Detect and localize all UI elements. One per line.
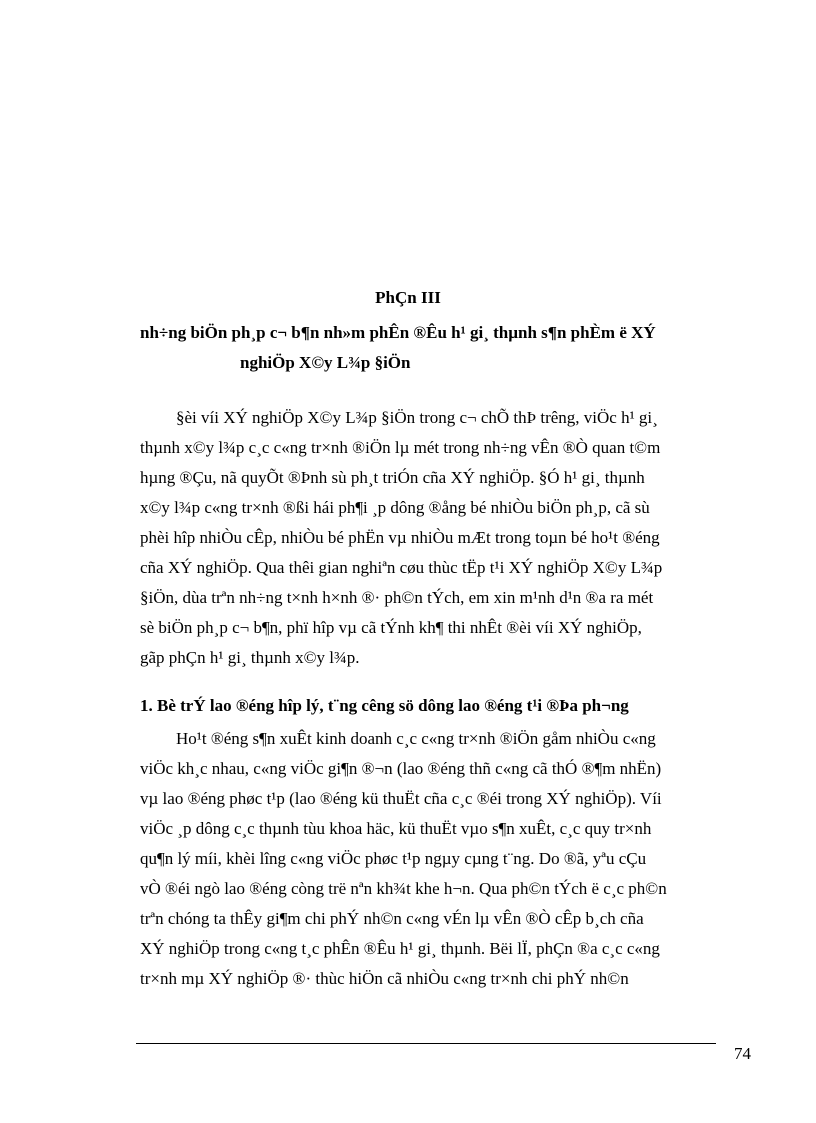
page-number: 74 [734,1044,751,1063]
text-line: tr×nh mµ XÝ nghiÖp ®· thùc hiÖn cã nhiÒu c«ng tr×nh chi phÝ nh©n [140,969,629,988]
text-line: vµ lao ®éng phøc t¹p (lao ®éng kü thuËt cña c¸c ®éi trong XÝ nghiÖp). Víi [140,789,662,808]
text-line: sè biÖn ph¸p c¬ b¶n, phï hîp vµ cã tÝnh kh¶ thi nhÊt ®èi víi XÝ nghiÖp, [140,618,642,637]
chapter-title-line: nh÷ng biÖn ph¸p c¬ b¶n nh»m phÊn ®Êu h¹ gi¸ thµnh s¶n phÈm ë XÝ [140,323,656,342]
text-line: vÒ ®éi ngò lao ®éng còng trë nªn kh¾t khe h¬n. Qua ph©n tÝch ë c¸c ph©n [140,879,667,898]
text-line: viÖc ¸p dông c¸c thµnh tùu khoa häc, kü thuËt vµo s¶n xuÊt, c¸c quy tr×nh [140,819,652,838]
text-line: thµnh x©y l¾p c¸c c«ng tr×nh ®iÖn lµ mét trong nh÷ng vÊn ®Ò quan t©m [140,438,661,457]
section-paragraph [140,724,740,994]
text-line: qu¶n lý míi, khèi lîng c«ng viÖc phøc t¹p ngµy cµng t¨ng. Do ®ã, yªu cÇu [140,849,647,868]
text-line: trªn chóng ta thÊy gi¶m chi phÝ nh©n c«ng vÉn lµ vÊn ®Ò cÊp b¸ch cña [140,909,644,928]
part-title: PhÇn III [375,288,441,307]
chapter-title [140,318,750,378]
text-line: §iÖn, dùa trªn nh÷ng t×nh h×nh ®· ph©n tÝch, em xin m¹nh d¹n ®a ra mét [140,588,654,607]
intro-paragraph [140,403,740,673]
text-line: cña XÝ nghiÖp. Qua thêi gian nghiªn cøu thùc tËp t¹i XÝ nghiÖp X©y L¾p [140,558,663,577]
text-line: x©y l¾p c«ng tr×nh ®ßi hái ph¶i ¸p dông ®ång bé nhiÒu biÖn ph¸p, cã sù [140,498,650,517]
section-heading: 1. Bè trÝ lao ®éng hîp lý, t¨ng cêng sö dông lao ®éng t¹i ®Þa ph¬ng [140,696,629,715]
text-line: viÖc kh¸c nhau, c«ng viÖc gi¶n ®¬n (lao ®éng thñ c«ng cã thÓ ®¶m nhËn) [140,759,662,778]
text-line: Ho¹t ®éng s¶n xuÊt kinh doanh c¸c c«ng tr×nh ®iÖn gåm nhiÒu c«ng [176,729,656,748]
text-line: XÝ nghiÖp trong c«ng t¸c phÊn ®Êu h¹ gi¸ thµnh. Bëi lÏ, phÇn ®a c¸c c«ng [140,939,660,958]
text-line: phèi hîp nhiÒu cÊp, nhiÒu bé phËn vµ nhiÒu mÆt trong toµn bé ho¹t ®éng [140,528,660,547]
footer-rule [136,1043,716,1044]
text-line: hµng ®Çu, nã quyÕt ®Þnh sù ph¸t triÓn cña XÝ nghiÖp. §Ó h¹ gi¸ thµnh [140,468,645,487]
text-line: §èi víi XÝ nghiÖp X©y L¾p §iÖn trong c¬ chÕ thÞ trêng, viÖc h¹ gi¸ [176,408,658,427]
chapter-title-line: nghiÖp X©y L¾p §iÖn [240,353,411,372]
text-line: gãp phÇn h¹ gi¸ thµnh x©y l¾p. [140,648,360,667]
